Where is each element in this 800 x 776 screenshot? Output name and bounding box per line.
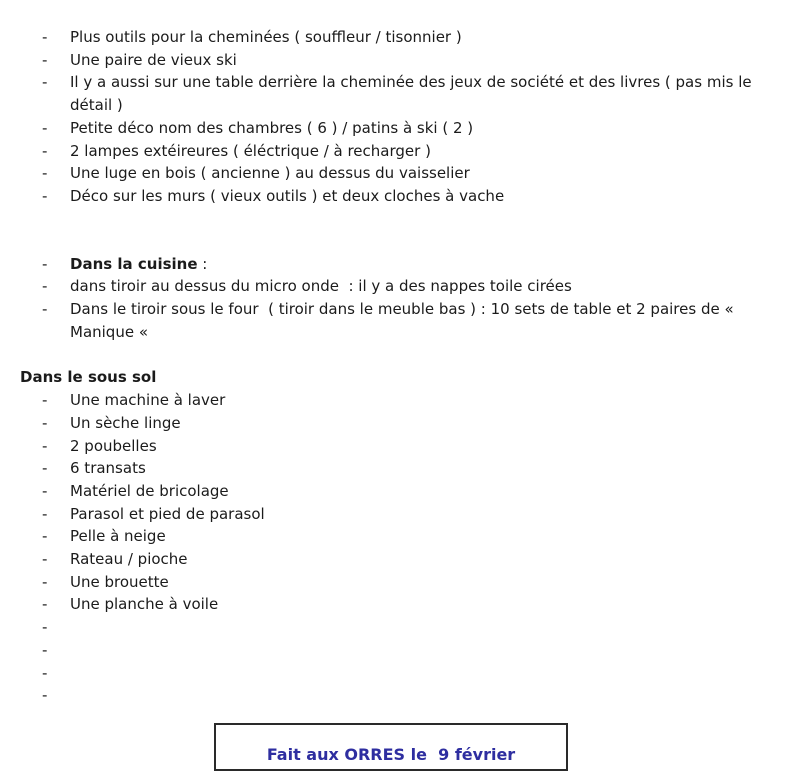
bullet-dash: -	[42, 277, 48, 296]
inventory-list-cuisine	[42, 253, 780, 344]
bullet-dash: -	[42, 413, 48, 432]
bullet-dash: -	[42, 254, 48, 273]
list-item-text: Déco sur les murs ( vieux outils ) et deux cloches à vache	[70, 186, 505, 205]
list-item-text: Une paire de vieux ski	[70, 50, 237, 69]
list-item-text: Dans le tiroir sous le four ( tiroir dans le meuble bas ) : 10 sets de table et 2 paires de « Manique «	[70, 300, 739, 341]
bullet-dash: -	[42, 572, 48, 591]
list-item-empty	[42, 616, 780, 639]
bullet-dash: -	[42, 141, 48, 160]
list-item	[42, 593, 780, 616]
bullet-dash: -	[42, 50, 48, 69]
list-item	[42, 117, 780, 140]
list-item	[42, 435, 780, 458]
footer-box	[214, 723, 568, 771]
list-item-text: Une machine à laver	[70, 391, 226, 410]
section-cuisine-heading-colon: :	[197, 254, 208, 273]
footer-text: Fait aux ORRES le 9 février	[266, 744, 516, 764]
list-item-text: Plus outils pour la cheminées ( souffleur / tisonnier )	[70, 28, 462, 46]
list-item	[42, 185, 780, 208]
bullet-dash: -	[42, 28, 48, 46]
list-item	[42, 298, 780, 343]
list-item-text: Petite déco nom des chambres ( 6 ) / patins à ski ( 2 )	[70, 118, 474, 137]
list-item-text: 6 transats	[70, 459, 146, 478]
list-item-text: Il y a aussi sur une table derrière la cheminée des jeux de société et des livres ( pas mis le détail )	[70, 73, 757, 115]
list-item	[42, 26, 780, 49]
bullet-dash: -	[42, 73, 48, 92]
list-item	[42, 71, 780, 116]
inventory-list-sous-sol	[42, 389, 780, 707]
list-item-text: Parasol et pied de parasol	[70, 504, 265, 523]
list-item-text: dans tiroir au dessus du micro onde : il y a des nappes toile cirées	[70, 277, 572, 296]
bullet-dash: -	[42, 391, 48, 410]
list-item-empty	[42, 684, 780, 707]
list-item	[42, 162, 780, 185]
list-item-text: 2 poubelles	[70, 436, 157, 455]
bullet-dash: -	[42, 686, 48, 705]
list-item-text: Une planche à voile	[70, 595, 219, 614]
bullet-dash: -	[42, 595, 48, 614]
section-cuisine-heading-text: Dans la cuisine	[70, 254, 198, 273]
section-cuisine-heading	[42, 253, 780, 276]
list-item	[42, 571, 780, 594]
list-item-text: Matériel de bricolage	[70, 481, 229, 500]
list-item	[42, 480, 780, 503]
bullet-dash: -	[42, 618, 48, 637]
list-item-text: Un sèche linge	[70, 413, 181, 432]
list-item-text: Une luge en bois ( ancienne ) au dessus du vaisselier	[70, 164, 470, 183]
bullet-dash: -	[42, 436, 48, 455]
bullet-dash: -	[42, 504, 48, 523]
list-item	[42, 525, 780, 548]
list-item	[42, 457, 780, 480]
list-item	[42, 275, 780, 298]
bullet-dash: -	[42, 550, 48, 569]
list-item-text: 2 lampes extéireures ( éléctrique / à recharger )	[70, 141, 431, 160]
bullet-dash: -	[42, 640, 48, 659]
list-item	[42, 49, 780, 72]
list-item	[42, 140, 780, 163]
bullet-dash: -	[42, 527, 48, 546]
list-item-text: Une brouette	[70, 572, 169, 591]
list-item-text: Rateau / pioche	[70, 550, 188, 569]
bullet-dash: -	[42, 481, 48, 500]
bullet-dash: -	[42, 300, 48, 319]
list-item-empty	[42, 662, 780, 685]
bullet-dash: -	[42, 118, 48, 137]
list-item	[42, 412, 780, 435]
bullet-dash: -	[42, 459, 48, 478]
list-item-text: Pelle à neige	[70, 527, 166, 546]
list-item	[42, 503, 780, 526]
inventory-list-salon	[42, 26, 780, 208]
list-item-empty	[42, 639, 780, 662]
list-item	[42, 389, 780, 412]
bullet-dash: -	[42, 663, 48, 682]
section-sous-sol-heading: Dans le sous sol	[20, 368, 157, 387]
bullet-dash: -	[42, 186, 48, 205]
bullet-dash: -	[42, 164, 48, 183]
list-item	[42, 548, 780, 571]
